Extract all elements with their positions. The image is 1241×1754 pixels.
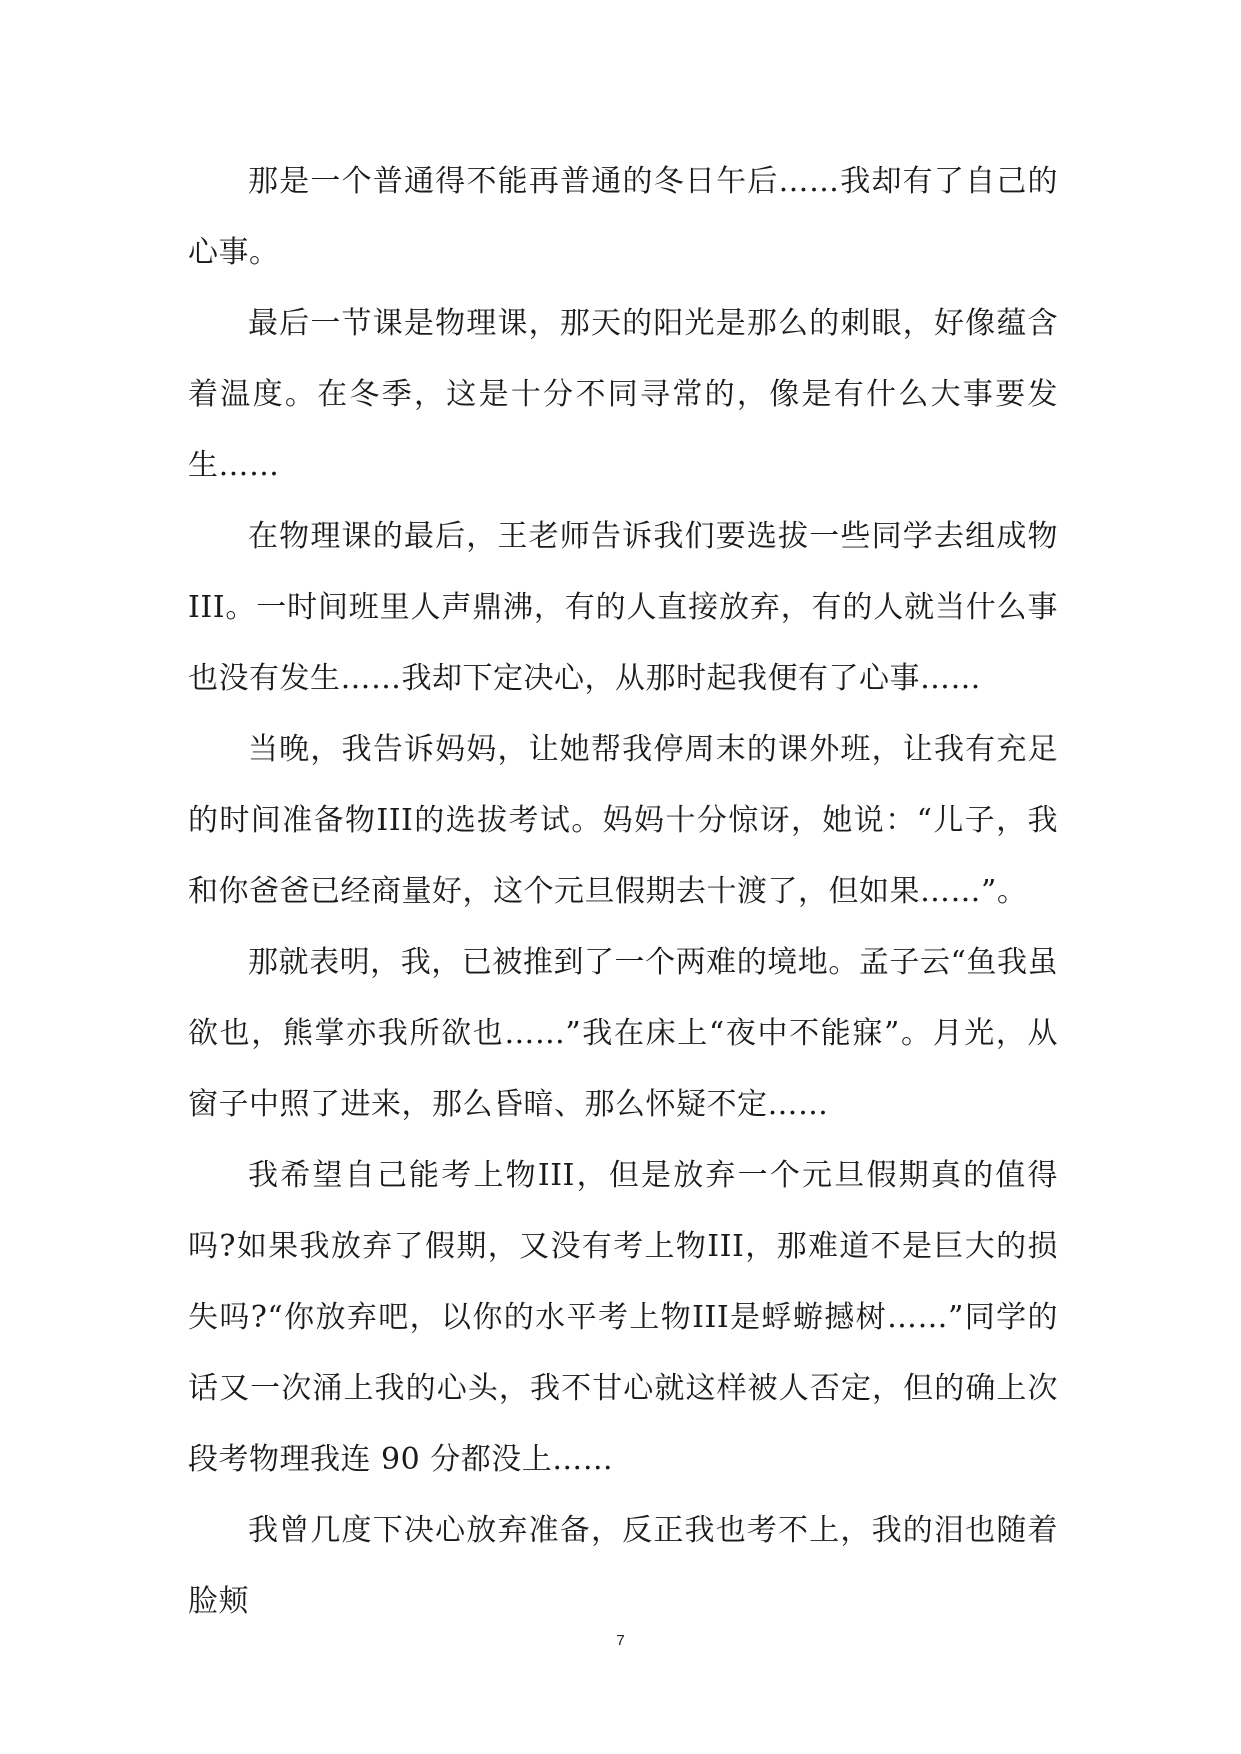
paragraph-2: 最后一节课是物理课，那天的阳光是那么的刺眼，好像蕴含着温度。在冬季，这是十分不同寻常的，像是有什么大事要发生……	[188, 306, 1058, 483]
page-number: 7	[616, 1632, 625, 1649]
paragraph-7: 我曾几度下决心放弃准备，反正我也考不上，我的泪也随着脸颊	[188, 1513, 1058, 1619]
paragraph-6: 我希望自己能考上物III，但是放弃一个元旦假期真的值得吗?如果我放弃了假期，又没有考上物III，那难道不是巨大的损失吗?“你放弃吧，以你的水平考上物III是蜉蝣撼树……”同学的话又一次涌上我的心头，我不甘心就这样被人否定，但的确上次段考物理我连 90 分都没上……	[188, 1158, 1058, 1477]
paragraph-3: 在物理课的最后，王老师告诉我们要选拔一些同学去组成物III。一时间班里人声鼎沸，有的人直接放弃，有的人就当什么事也没有发生……我却下定决心，从那时起我便有了心事……	[188, 519, 1058, 696]
paragraph-4: 当晚，我告诉妈妈，让她帮我停周末的课外班，让我有充足的时间准备物III的选拔考试。妈妈十分惊讶，她说：“儿子，我和你爸爸已经商量好，这个元旦假期去十渡了，但如果……”。	[188, 732, 1058, 909]
paragraph-1: 那是一个普通得不能再普通的冬日午后……我却有了自己的心事。	[188, 164, 1058, 270]
paragraph-5: 那就表明，我，已被推到了一个两难的境地。孟子云“鱼我虽欲也，熊掌亦我所欲也……”我在床上“夜中不能寐”。月光，从窗子中照了进来，那么昏暗、那么怀疑不定……	[188, 945, 1058, 1122]
body-text	[188, 146, 1058, 1637]
